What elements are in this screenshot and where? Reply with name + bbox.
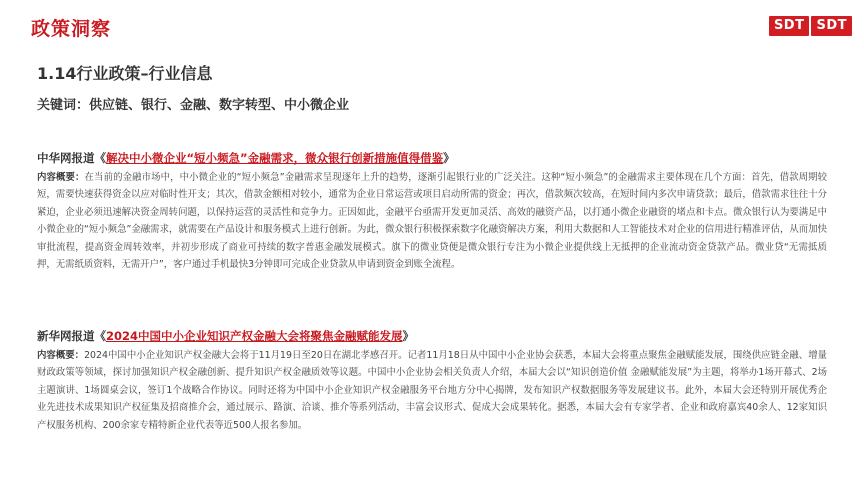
- news-article: [37, 328, 827, 434]
- summary-label: 内容概要：: [37, 350, 85, 361]
- keywords-line: 关键词：供应链、银行、金融、数字转型、中小微企业: [37, 98, 350, 113]
- logo-mark: SDT: [769, 16, 810, 36]
- article-summary: [37, 347, 827, 434]
- title-bracket-open: 《: [94, 151, 106, 165]
- article-source: 新华网报道: [37, 329, 95, 343]
- section-title: 政策洞察: [31, 18, 112, 40]
- page-subtitle: 1.14行业政策–行业信息: [37, 64, 213, 83]
- title-bracket-close: 》: [402, 329, 415, 343]
- article-title-link[interactable]: 解决中小微企业“短小频急”金融需求，微众银行创新措施值得借鉴: [106, 151, 444, 165]
- summary-label: 内容概要：: [37, 172, 85, 183]
- article-summary: [37, 169, 827, 273]
- news-article: [37, 150, 827, 273]
- company-logo: [769, 16, 852, 36]
- summary-text: 在当前的金融市场中，中小微企业的“短小频急”金融需求呈现逐年上升的趋势，逐渐引起银行业的广泛关注。这种“短小频急”的金融需求主要体现在几个方面：首先，借款周期较短，需要快速获得资金以应对临时性开支；其次，借款金额相对较小，通常为企业日常运营或项目启动所需的资金；再次，借款频次较高，在短时间内多次申请贷款；最后，借款需求往往十分紧迫，企业必须迅速解决资金周转问题，以保持运营的灵活性和竞争力。正因如此，金融平台亟需开发更加灵活、高效的融资产品，以打通小微企业融资的堵点和卡点。微众银行认为要满足中小微企业的“短小频急”金融需求，就需要在产品设计和服务模式上进行创新。为此，微众银行积极探索数字化融资解决方案，利用大数据和人工智能技术对企业的信用进行精准评估，从而加快审批流程，提高资金周转效率，并初步形成了商业可持续的数字普惠金融发展模式。旗下的微业贷便是微众银行专注为小微企业提供线上无抵押的企业流动资金贷款产品。微业贷“无需抵质押，无需纸质资料，无需开户”，客户通过手机最快3分钟即可完成企业贷款从申请到资金到账全流程。: [37, 172, 827, 271]
- logo-mark: SDT: [811, 16, 852, 36]
- summary-text: 2024中国中小企业知识产权金融大会将于11月19日至20日在湖北孝感召开。记者11月18日从中国中小企业协会获悉，本届大会将重点聚焦金融赋能发展，围绕供应链金融、增量财政政策等领域，探讨加强知识产权金融创新、提升知识产权金融质效等议题。中国中小企业协会相关负责人介绍，本届大会以“知识创造价值 金融赋能发展”为主题，将举办1场开幕式、2场主题演讲、1场圆桌会议，签订1个战略合作协议。同时还将为中国中小企业知识产权金融服务平台地方分中心揭牌，发布知识产权数据服务等发展建议书。此外，本届大会还特别开展优秀企业先进技术成果知识产权征集及招商推介会，通过展示、路演、洽谈、推介等系列活动，丰富会议形式、促成大会成果转化。据悉，本届大会有专家学者、企业和政府嘉宾40余人、12家知识产权服务机构、200余家专精特新企业代表等近500人报名参加。: [37, 350, 827, 431]
- title-bracket-close: 》: [443, 151, 455, 165]
- article-headline: [37, 328, 827, 344]
- article-title-link[interactable]: 2024中国中小企业知识产权金融大会将聚焦金融赋能发展: [106, 329, 403, 343]
- article-source: 中华网报道: [37, 151, 95, 165]
- article-headline: [37, 150, 827, 166]
- title-bracket-open: 《: [94, 329, 106, 343]
